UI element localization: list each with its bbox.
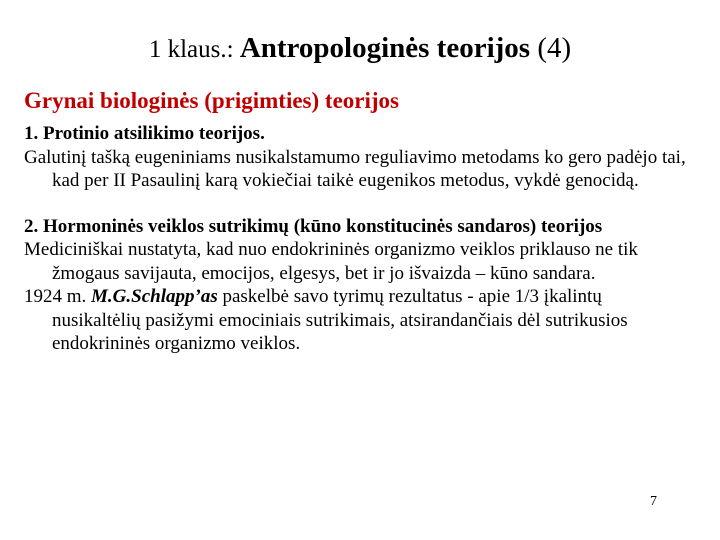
section2-heading: 2. Hormoninės veiklos sutrikimų (kūno konstitucinės sandaros) teorijos [24,215,603,237]
section1-heading: 1. Protinio atsilikimo teorijos. [24,123,265,144]
section2-text1: Mediciniškai nustatyta, kad nuo endokrininės organizmo veiklos priklauso ne tik žmogaus savijauta, emocijos, elgesys, bet ir jo išvaizda – kūno sandara. [24,239,638,284]
section1-text: Galutinį tašką eugeniniams nusikalstamumo reguliavimo metodams ko gero padėjo tai, kad per II Pasaulinį karą vokiečiai taikė eugenikos metodus, vykdė genocidą. [24,146,686,191]
slide-body [24,122,694,356]
slide-subtitle: Grynai biologinės (prigimties) teorijos [24,88,399,113]
section2-text2 [24,285,694,356]
title-prefix: 1 klaus.: [148,36,240,63]
author-name: M.G.Schlapp’as [91,286,218,307]
section-gap [24,193,694,215]
slide-title [0,30,720,71]
page-number: 7 [650,494,657,509]
section2-text2-before: 1924 m. [24,286,92,307]
title-main: Antropologinės teorijos [239,32,531,64]
title-suffix: (4) [530,32,572,64]
section2-text2-after: paskelbė savo tyrimų rezultatus - apie 1/3 įkalintų nusikaltėlių pasižymi emociniais sutrikimais, atsirandančiais dėl sutrikusios endokrininės organizmo veiklos. [52,286,628,354]
